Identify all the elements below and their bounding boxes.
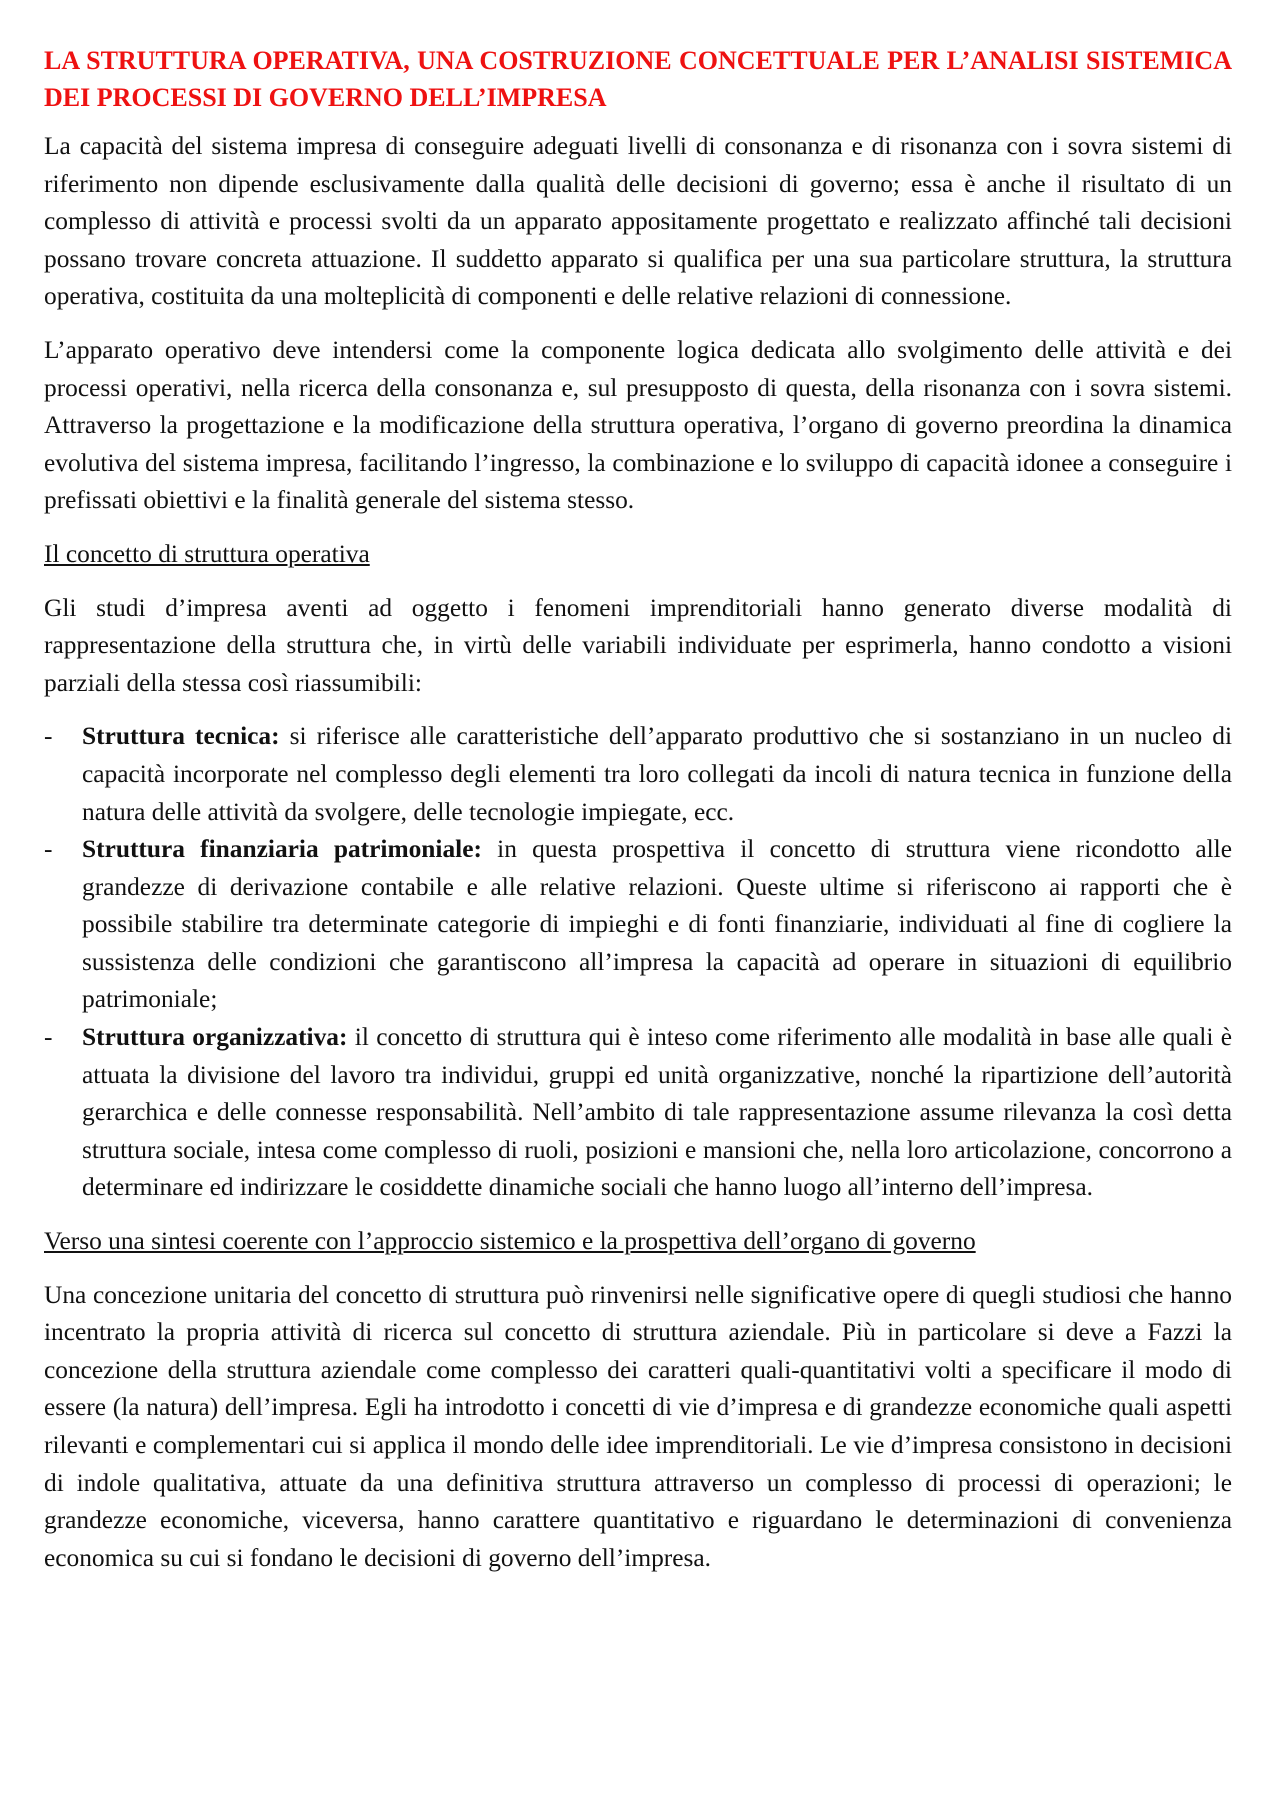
intro-paragraph-2: L’apparato operativo deve intendersi come la componente logica dedicata allo svolgimento delle attività e dei processi operativi, nella ricerca della consonanza e, sul presupposto di questa, della risonanza con i sovra sistemi. Attraverso la progettazione e la modificazione della struttura operativa, l’organo di governo preordina la dinamica evolutiva del sistema impresa, facilitando l’ingresso, la combinazione e lo sviluppo di capacità idonee a conseguire i prefissati obiettivi e la finalità generale del sistema stesso. — [44, 335, 1232, 515]
list-item-struttura-tecnica — [44, 718, 1232, 831]
list-item-term: Struttura tecnica: — [82, 722, 280, 751]
dash-bullet: - — [44, 1023, 53, 1052]
list-item-struttura-organizzativa — [44, 1019, 1232, 1207]
section-heading-struttura-operativa: Il concetto di struttura operativa — [44, 539, 370, 568]
intro-paragraph-1: La capacità del sistema impresa di conseguire adeguati livelli di consonanza e di risonanza con i sovra sistemi di riferimento non dipende esclusivamente dalla qualità delle decisioni di governo; essa è anche il risultato di un complesso di attività e processi svolti da un apparato appositamente progettato e realizzato affinché tali decisioni possano trovare concreta attuazione. Il suddetto apparato si qualifica per una sua particolare struttura, la struttura operativa, costituita da una molteplicità di componenti e delle relative relazioni di connessione. — [44, 132, 1232, 311]
structure-types-list — [44, 718, 1232, 1207]
list-item-term: Struttura finanziaria patrimoniale: — [82, 835, 482, 864]
document-title: LA STRUTTURA OPERATIVA, UNA COSTRUZIONE CONCETTUALE PER L’ANALISI SISTEMICA DEI PROCESSI DI GOVERNO DELL’IMPRESA — [44, 46, 1232, 112]
list-item-text: in questa prospettiva il concetto di struttura viene ricondotto alle grandezze di derivazione contabile e alle relative relazioni. Queste ultime si riferiscono ai rapporti che è possibile stabilire tra determinate categorie di impieghi e di fonti finanziarie, individuati al fine di cogliere la sussistenza delle condizioni che garantiscono all’impresa la capacità ad operare in situazioni di equilibrio patrimoniale; — [82, 835, 1232, 1014]
list-item-text: si riferisce alle caratteristiche dell’apparato produttivo che si sostanziano in un nucleo di capacità incorporate nel complesso degli elementi tra loro collegati da incoli di natura tecnica in funzione della natura delle attività da svolgere, delle tecnologie impiegate, ecc. — [82, 722, 1232, 826]
dash-bullet: - — [44, 835, 53, 864]
list-item-struttura-finanziaria — [44, 831, 1232, 1019]
section-heading-sintesi: Verso una sintesi coerente con l’approccio sistemico e la prospettiva dell’organo di governo — [44, 1227, 976, 1256]
list-item-text: il concetto di struttura qui è inteso come riferimento alle modalità in base alle quali è attuata la divisione del lavoro tra individui, gruppi ed unità organizzative, nonché la ripartizione dell’autorità gerarchica e delle connesse responsabilità. Nell’ambito di tale rappresentazione assume rilevanza la così detta struttura sociale, intesa come complesso di ruoli, posizioni e mansioni che, nella loro articolazione, concorrono a determinare ed indirizzare le cosiddette dinamiche sociali che hanno luogo all’interno dell’impresa. — [82, 1023, 1233, 1202]
dash-bullet: - — [44, 722, 53, 751]
list-item-term: Struttura organizzativa: — [82, 1023, 348, 1052]
section1-intro-paragraph: Gli studi d’impresa aventi ad oggetto i fenomeni imprenditoriali hanno generato diverse modalità di rappresentazione della struttura che, in virtù delle variabili individuate per esprimerla, hanno condotto a visioni parziali della stessa così riassumibili: — [44, 593, 1232, 697]
section2-paragraph: Una concezione unitaria del concetto di struttura può rinvenirsi nelle significative opere di quegli studiosi che hanno incentrato la propria attività di ricerca sul concetto di struttura aziendale. Più in particolare si deve a Fazzi la concezione della struttura aziendale come complesso dei caratteri quali-quantitativi volti a specificare il modo di essere (la natura) dell’impresa. Egli ha introdotto i concetti di vie d’impresa e di grandezze economiche quali aspetti rilevanti e complementari cui si applica il mondo delle idee imprenditoriali. Le vie d’impresa consistono in decisioni di indole qualitativa, attuate da una definitiva struttura attraverso un complesso di processi di operazioni; le grandezze economiche, viceversa, hanno carattere quantitativo e riguardano le determinazioni di convenienza economica su cui si fondano le decisioni di governo dell’impresa. — [44, 1280, 1232, 1572]
